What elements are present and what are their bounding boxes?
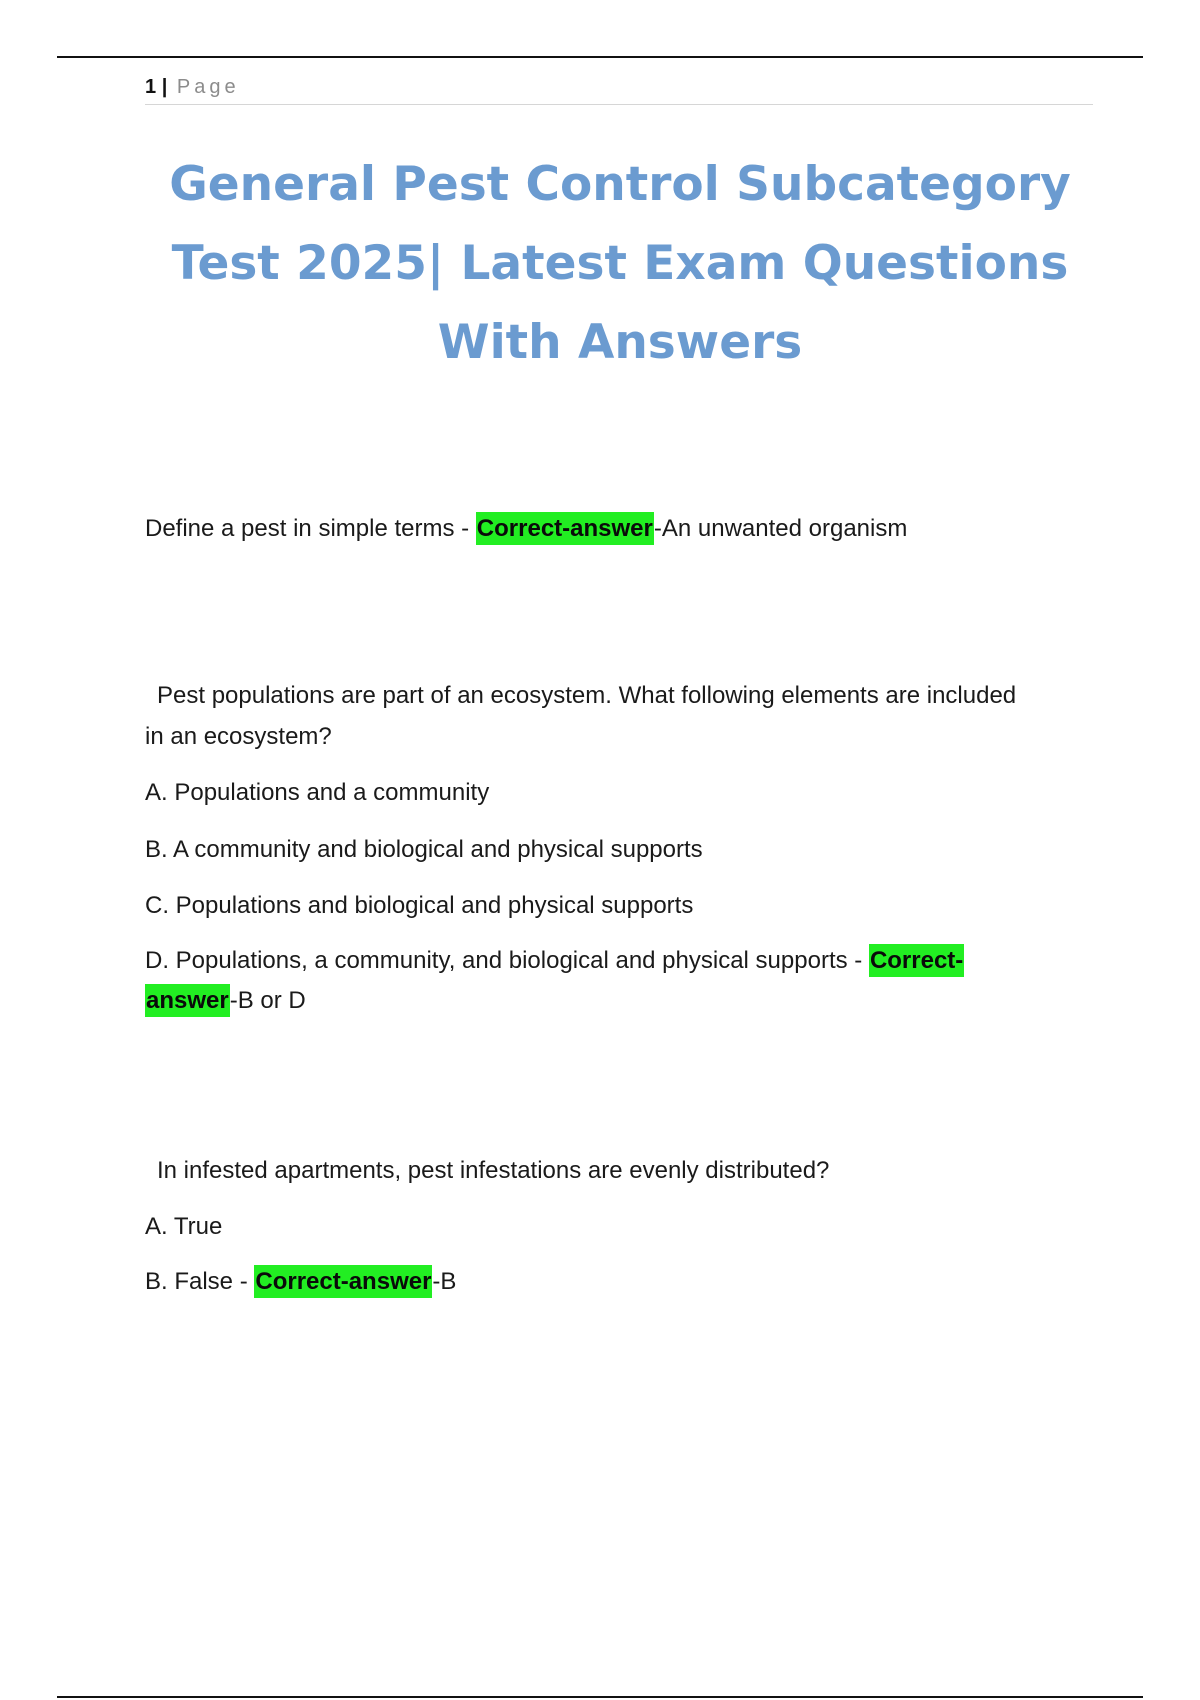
page-separator: | xyxy=(161,76,168,98)
correct-answer-highlight: Correct-answer xyxy=(254,1265,432,1298)
correct-answer-highlight: Correct- xyxy=(869,944,964,977)
option-2d xyxy=(145,941,964,981)
question-text: Define a pest in simple terms - xyxy=(145,515,476,542)
title-line-3: With Answers xyxy=(437,315,803,370)
option-text: D. Populations, a community, and biological and physical supports - xyxy=(145,947,869,974)
title-line-2: Test 2025| Latest Exam Questions xyxy=(171,236,1069,291)
correct-answer-highlight: Correct-answer xyxy=(476,512,654,545)
question-2-answer xyxy=(145,981,306,1021)
option-2a: A. Populations and a community xyxy=(145,779,490,806)
option-3b xyxy=(145,1262,456,1302)
page-header xyxy=(145,74,1093,105)
option-3a: A. True xyxy=(145,1213,223,1240)
answer-text: -B or D xyxy=(229,987,306,1014)
title-line-1: General Pest Control Subcategory xyxy=(169,157,1071,212)
question-3: In infested apartments, pest infestations are evenly distributed? xyxy=(157,1157,830,1184)
question-2-line-2: in an ecosystem? xyxy=(145,723,332,750)
option-2c: C. Populations and biological and physical supports xyxy=(145,892,694,919)
option-2b: B. A community and biological and physical supports xyxy=(145,836,703,863)
document-title xyxy=(130,145,1110,382)
correct-answer-highlight: answer xyxy=(145,984,230,1017)
answer-text: -B xyxy=(432,1268,457,1295)
page-label: Page xyxy=(176,76,240,98)
answer-text: -An unwanted organism xyxy=(653,515,908,542)
bottom-rule xyxy=(57,1696,1143,1698)
question-1 xyxy=(145,509,907,549)
option-text: B. False - xyxy=(145,1268,255,1295)
question-2-line-1: Pest populations are part of an ecosystem. What following elements are included xyxy=(157,682,1017,709)
top-rule xyxy=(57,56,1143,58)
page-number: 1 xyxy=(145,76,157,98)
